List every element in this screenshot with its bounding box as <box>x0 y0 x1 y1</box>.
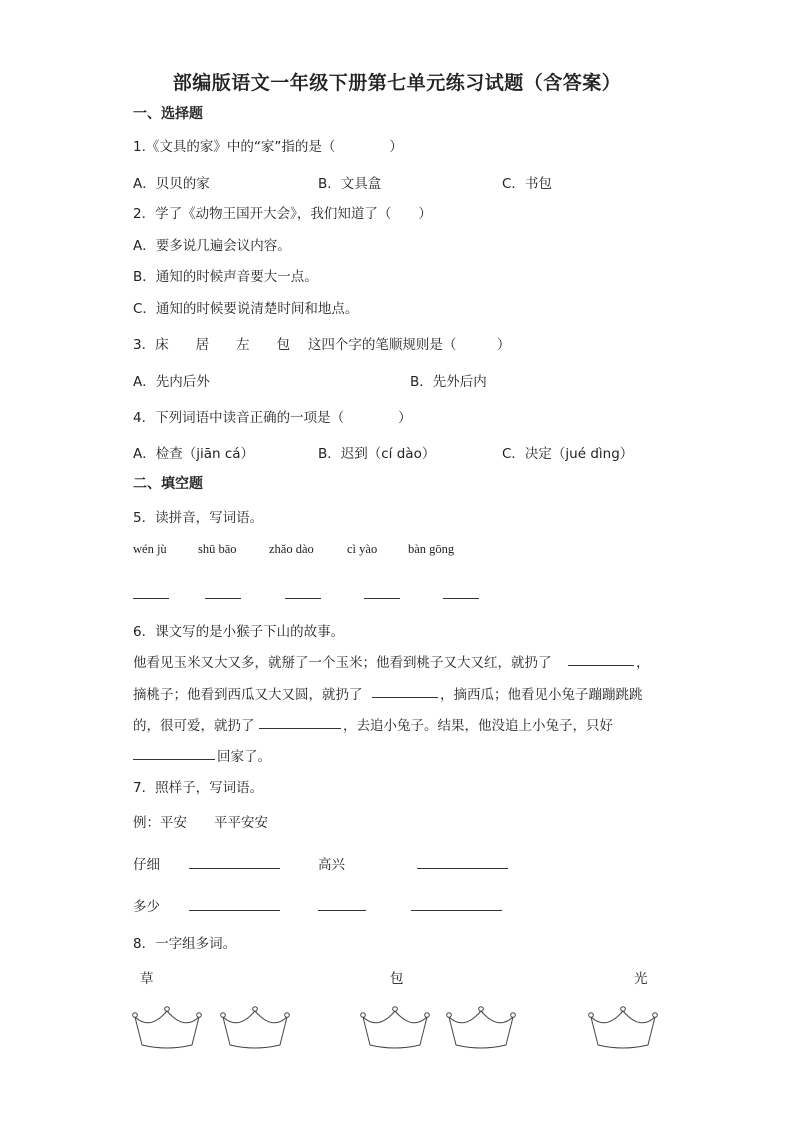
question-3: 3．床 居 左 包 这四个字的笔顺规则是（ ） <box>133 337 511 353</box>
pinyin-4: cì yào <box>347 542 378 556</box>
q6-line-1: 他看见玉米又大又多，就掰了一个玉米；他看到桃子又大又红，就扔了 <box>133 655 552 671</box>
q7-word-1: 仔细 <box>133 857 160 873</box>
crown-answer-box[interactable] <box>444 1003 518 1049</box>
q6-line-2: 摘桃子；他看到西瓜又大又圆，就扔了 <box>133 687 363 703</box>
pinyin-2: shū bāo <box>198 542 237 556</box>
answer-blank[interactable] <box>189 867 280 869</box>
q6-line-1-end: ， <box>636 655 650 671</box>
answer-blank[interactable] <box>205 597 241 599</box>
pinyin-5: bàn gōng <box>408 542 455 556</box>
q2-option-b[interactable]: B．通知的时候声音要大一点。 <box>133 269 318 285</box>
answer-blank[interactable] <box>364 597 400 599</box>
crown-answer-box[interactable] <box>130 1003 204 1049</box>
crown-answer-box[interactable] <box>358 1003 432 1049</box>
q1-option-a[interactable]: A．贝贝的家 <box>133 176 210 192</box>
answer-blank[interactable] <box>259 727 341 729</box>
q6-line-4: 回家了。 <box>217 749 271 765</box>
page-title: 部编版语文一年级下册第七单元练习试题（含答案） <box>172 72 622 94</box>
answer-blank[interactable] <box>133 758 215 760</box>
q8-char-3: 光 <box>634 971 648 987</box>
q3-option-b[interactable]: B．先外后内 <box>410 374 487 390</box>
q7-word-3: 多少 <box>133 899 160 915</box>
q1-option-b[interactable]: B．文具盒 <box>318 176 382 192</box>
q7-example: 例：平安 平平安安 <box>133 815 268 831</box>
q2-option-c[interactable]: C．通知的时候要说清楚时间和地点。 <box>133 301 359 317</box>
question-2: 2．学了《动物王国开大会》，我们知道了（ ） <box>133 206 432 222</box>
pinyin-1: wén jù <box>133 542 167 556</box>
q4-option-c[interactable]: C．决定（jué dìng） <box>502 446 634 462</box>
q3-option-a[interactable]: A．先内后外 <box>133 374 210 390</box>
q4-option-b[interactable]: B．迟到（cí dào） <box>318 446 436 462</box>
question-7: 7．照样子，写词语。 <box>133 780 264 796</box>
section-heading-choice: 一、选择题 <box>133 106 203 122</box>
answer-blank[interactable] <box>285 597 321 599</box>
q2-option-a[interactable]: A．要多说几遍会议内容。 <box>133 238 291 254</box>
answer-blank[interactable] <box>443 597 479 599</box>
q8-char-2: 包 <box>390 971 404 987</box>
answer-blank[interactable] <box>568 664 634 666</box>
pinyin-3: zhǎo dào <box>269 542 314 556</box>
q6-line-3-end: ，去追小兔子。结果，他没追上小兔子，只好 <box>343 718 613 734</box>
q6-line-2-end: ，摘西瓜；他看见小兔子蹦蹦跳跳 <box>440 687 643 703</box>
crown-answer-box[interactable] <box>218 1003 292 1049</box>
answer-blank[interactable] <box>411 909 502 911</box>
q4-option-a[interactable]: A．检查（jiān cá） <box>133 446 255 462</box>
answer-blank[interactable] <box>133 597 169 599</box>
section-heading-fill: 二、填空题 <box>133 476 203 492</box>
q7-word-2: 高兴 <box>318 857 345 873</box>
q8-char-1: 草 <box>140 971 154 987</box>
question-6: 6．课文写的是小猴子下山的故事。 <box>133 624 345 640</box>
crown-answer-box[interactable] <box>586 1003 660 1049</box>
answer-blank[interactable] <box>318 909 366 911</box>
question-1: 1.《文具的家》中的“家”指的是（ ） <box>133 139 403 155</box>
q1-option-c[interactable]: C．书包 <box>502 176 552 192</box>
answer-blank[interactable] <box>372 696 438 698</box>
answer-blank[interactable] <box>417 867 508 869</box>
answer-blank[interactable] <box>189 909 280 911</box>
question-8: 8．一字组多词。 <box>133 936 237 952</box>
question-4: 4．下列词语中读音正确的一项是（ ） <box>133 410 412 426</box>
question-5: 5．读拼音，写词语。 <box>133 510 264 526</box>
q6-line-3: 的，很可爱，就扔了 <box>133 718 255 734</box>
